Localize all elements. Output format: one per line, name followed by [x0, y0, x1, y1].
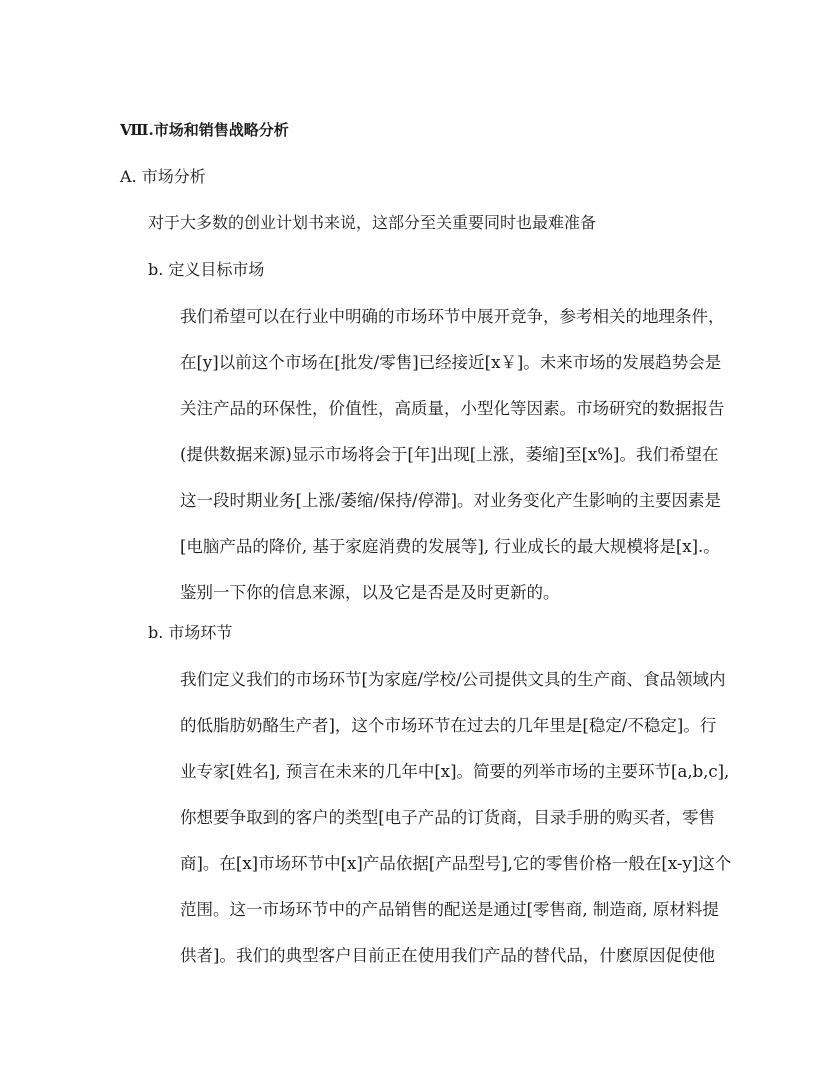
subheading-target-market: b. 定义目标市场 [148, 260, 265, 279]
paragraph-line: 的低脂肪奶酪生产者]，这个市场环节在过去的几年里是[稳定/不稳定]。行 [180, 716, 717, 735]
paragraph-line: 范围。这一市场环节中的产品销售的配送是通过[零售商, 制造商, 原材料提 [180, 900, 719, 919]
paragraph-line: 这一段时期业务[上涨/萎缩/保持/停滞]。对业务变化产生影响的主要因素是 [180, 491, 722, 510]
intro-paragraph: 对于大多数的创业计划书来说，这部分至关重要同时也最难准备 [148, 213, 597, 232]
paragraph-line: 业专家[姓名], 预言在未来的几年中[x]。简要的列举市场的主要环节[a,b,c], [180, 762, 730, 781]
paragraph-line: [电脑产品的降价, 基于家庭消费的发展等], 行业成长的最大规模将是[x].。 [180, 537, 720, 556]
subheading-market-segment: b. 市场环节 [148, 623, 233, 642]
paragraph-line: 我们希望可以在行业中明确的市场环节中展开竞争，参考相关的地理条件， [180, 307, 725, 326]
paragraph-line: 商]。在[x]市场环节中[x]产品依据[产品型号],它的零售价格一般在[x-y]这个 [180, 854, 732, 873]
paragraph-line: 在[y]以前这个市场在[批发/零售]已经接近[x￥]。未来市场的发展趋势会是 [180, 353, 722, 372]
section-heading: Ⅷ.市场和销售战略分析 [120, 121, 289, 139]
paragraph-line: 供者]。我们的典型客户目前正在使用我们产品的替代品，什麽原因促使他 [180, 946, 715, 965]
paragraph-line: 我们定义我们的市场环节[为家庭/学校/公司提供文具的生产商、食品领域内 [180, 670, 726, 689]
subsection-heading-market-analysis: A. 市场分析 [120, 167, 206, 186]
paragraph-line: 你想要争取到的客户的类型[电子产品的订货商，目录手册的购买者，零售 [180, 808, 715, 827]
paragraph-line: 关注产品的环保性，价值性，高质量，小型化等因素。市场研究的数据报告 [180, 399, 725, 418]
paragraph-line: (提供数据来源)显示市场将会于[年]出现[上涨，萎缩]至[x%]。我们希望在 [180, 445, 719, 464]
paragraph-line: 鉴别一下你的信息来源，以及它是否是及时更新的。 [180, 583, 560, 602]
